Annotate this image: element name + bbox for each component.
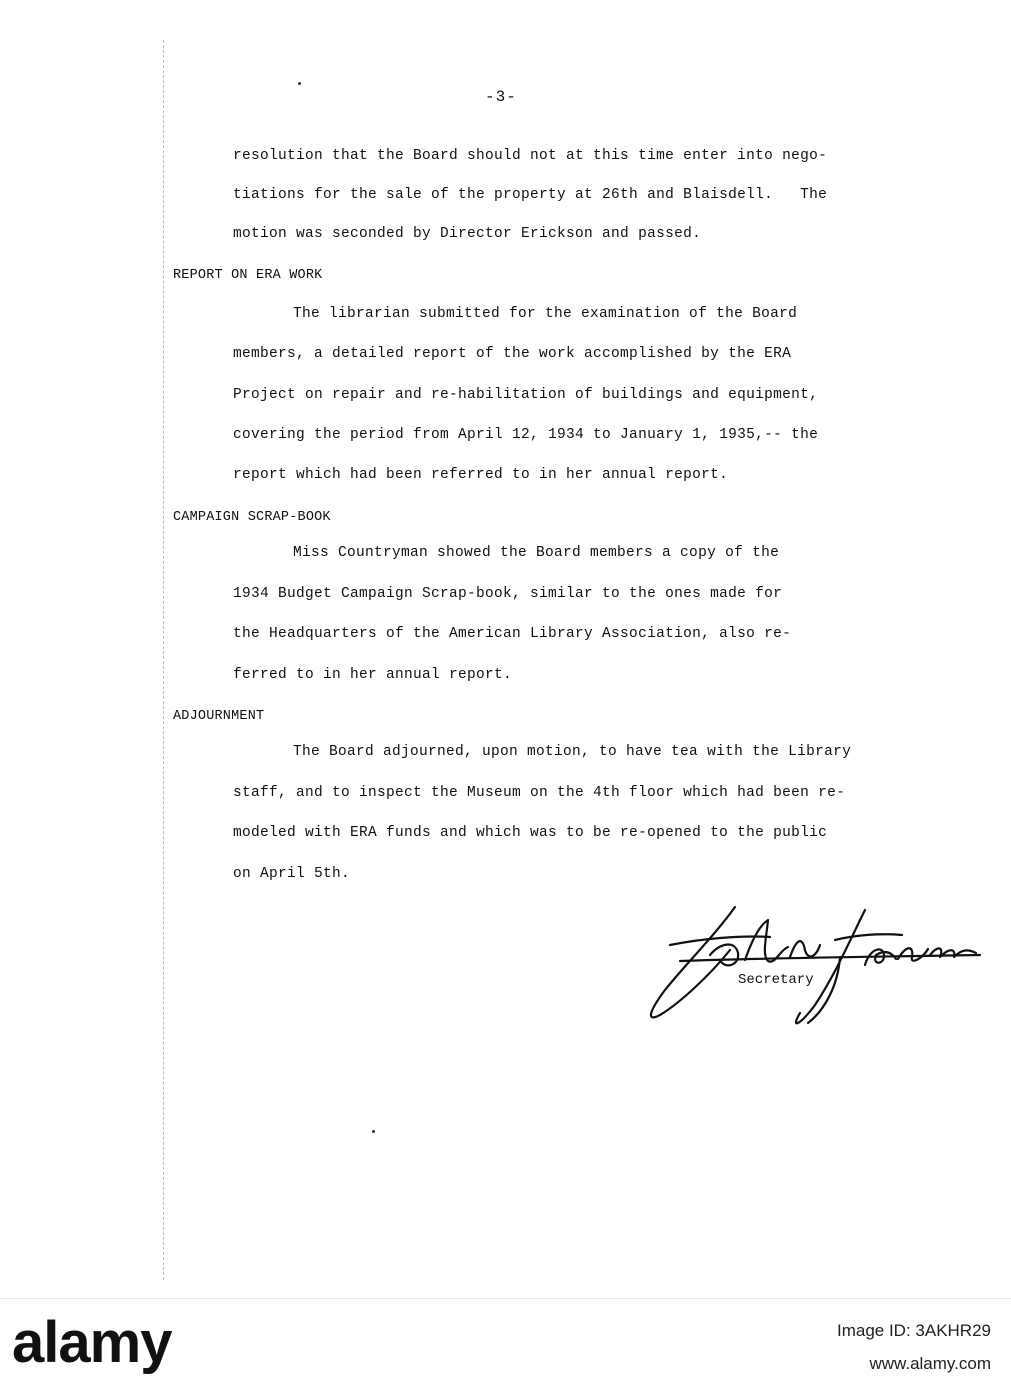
text-line: the Headquarters of the American Library Association, also re- bbox=[233, 626, 792, 642]
text-line: Miss Countryman showed the Board members a copy of the bbox=[293, 545, 780, 561]
handwritten-signature bbox=[640, 895, 1000, 1035]
text-line: The librarian submitted for the examination of the Board bbox=[293, 306, 798, 322]
paper-speck bbox=[372, 1130, 375, 1133]
signature-title: Secretary bbox=[738, 972, 814, 988]
section-heading-report-on-era-work: REPORT ON ERA WORK bbox=[173, 268, 323, 283]
text-line: ferred to in her annual report. bbox=[233, 667, 513, 683]
text-line: tiations for the sale of the property at 26th and Blaisdell. The bbox=[233, 187, 828, 203]
text-line: members, a detailed report of the work accomplished by the ERA bbox=[233, 346, 792, 362]
text-line: The Board adjourned, upon motion, to have tea with the Library bbox=[293, 744, 852, 760]
text-line: staff, and to inspect the Museum on the 4th floor which had been re- bbox=[233, 785, 846, 801]
image-id-label: Image ID: 3AKHR29 bbox=[836, 1321, 991, 1340]
text-line: resolution that the Board should not at this time enter into nego- bbox=[233, 148, 828, 164]
page-number: -3- bbox=[485, 88, 517, 106]
text-line: 1934 Budget Campaign Scrap-book, similar to the ones made for bbox=[233, 586, 783, 602]
text-line: on April 5th. bbox=[233, 866, 351, 882]
brand-logo: alamy bbox=[12, 1310, 172, 1375]
text-line: modeled with ERA funds and which was to be re-opened to the public bbox=[233, 825, 828, 841]
punch-margin-line bbox=[163, 40, 164, 1280]
text-line: motion was seconded by Director Erickson and passed. bbox=[233, 226, 702, 242]
paper-speck bbox=[298, 82, 301, 85]
section-heading-adjournment: ADJOURNMENT bbox=[173, 709, 265, 724]
section-heading-campaign-scrap-book: CAMPAIGN SCRAP-BOOK bbox=[173, 510, 331, 525]
text-line: Project on repair and re-habilitation of buildings and equipment, bbox=[233, 387, 819, 403]
site-url: www.alamy.com bbox=[869, 1354, 991, 1373]
stock-watermark-footer bbox=[0, 1298, 1011, 1391]
text-line: report which had been referred to in her annual report. bbox=[233, 467, 729, 483]
text-line: covering the period from April 12, 1934 to January 1, 1935,-- the bbox=[233, 427, 819, 443]
